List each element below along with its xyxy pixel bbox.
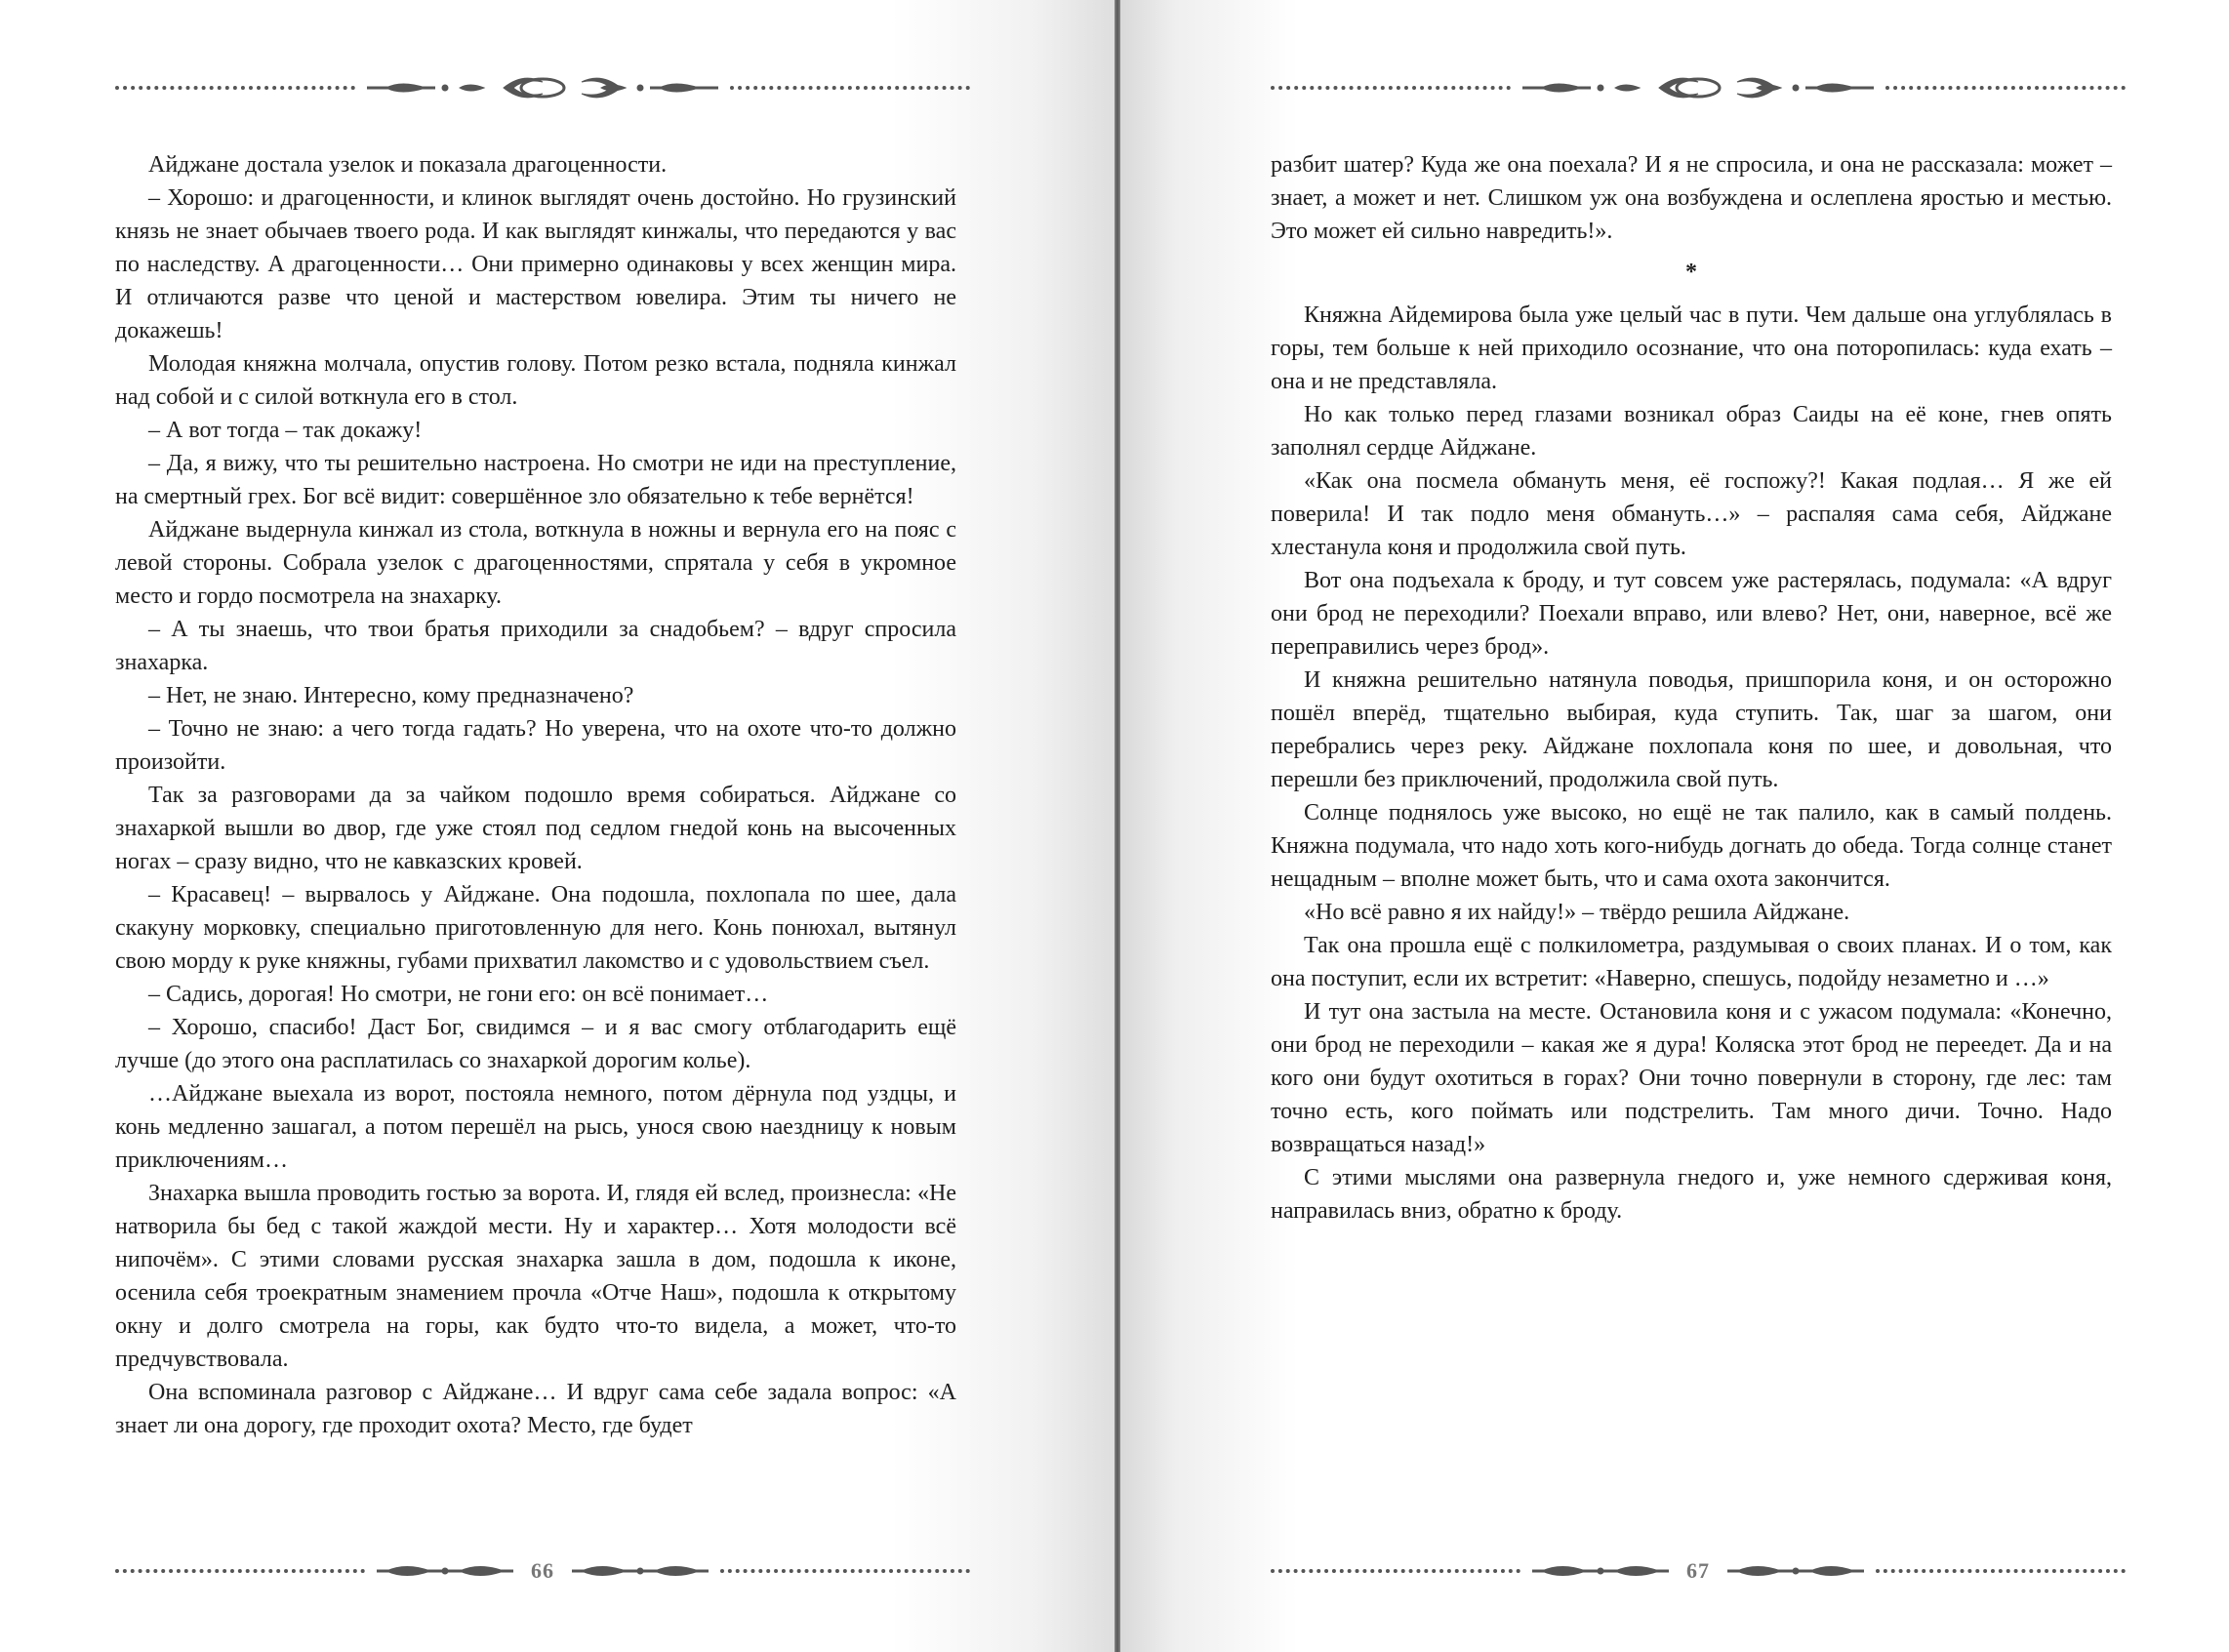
dotted-rule — [1885, 86, 2126, 90]
right-page-text — [1271, 148, 2112, 1228]
dotted-rule — [115, 86, 355, 90]
paragraph: Айджане выдернула кинжал из стола, воткнула в ножны и вернула его на пояс с левой стороны. Собрала узелок с драгоценностями, спрятала у себя в укромное место и гордо посмотрела на знахарку. — [115, 517, 956, 609]
paragraph-continuation: разбит шатер? Куда же она поехала? И я не спросила, и она не рассказала: может – знает, а может и нет. Слишком уж она возбуждена и ослеплена яростью и местью. Это может ей сильно навредить!». — [1271, 152, 2112, 244]
paragraph: Так за разговорами да за чайком подошло время собираться. Айджане со знахаркой вышли во двор, где уже стоял под седлом гнедой конь на высоченных ногах – сразу видно, что не кавказских кровей. — [115, 783, 956, 874]
footer-ornament-left — [115, 1553, 970, 1589]
paragraph: Знахарка вышла проводить гостью за ворота. И, глядя ей вслед, произнесла: «Не натворила бы бед с такой жаждой мести. Ну и характер… Хотя молодости всё нипочём». С этими словами русская знахарка зашла в дом, подошла к иконе, осенила себя троекратным знамением прочла «Отче Наш», подошла к открытому окну и долго смотрела на горы, как будто что-то видела, а может, что-то предчувствовала. — [115, 1181, 956, 1372]
dotted-rule — [720, 1569, 970, 1573]
flourish-ornament-icon — [1727, 1556, 1864, 1586]
header-ornament-right — [1271, 70, 2126, 105]
paragraph: Солнце поднялось уже высоко, но ещё не так палило, как в самый полдень. Княжна подумала, что надо хоть кого-нибудь догнать до обеда. Тогда солнце станет нещадным – вполне может быть, что и сама охота закончится. — [1271, 800, 2112, 892]
left-page — [0, 0, 1114, 1652]
paragraph: И тут она застыла на месте. Остановила коня и с ужасом подумала: «Конечно, они брод не переходили – какая же я дура! Коляска этот брод не переедет. Да и на кого они будут охотиться в горах? Они точно повернули в сторону, где лес: там точно есть, кого поймать или подстрелить. Там много дичи. Точно. Надо возвращаться назад!» — [1271, 999, 2112, 1157]
dotted-rule — [1271, 86, 1511, 90]
paragraph: – Точно не знаю: а чего тогда гадать? Но уверена, что на охоте что-то должно произойти. — [115, 716, 956, 775]
section-separator: * — [1685, 260, 1697, 285]
paragraph: Айджане достала узелок и показала драгоценности. — [148, 152, 668, 178]
header-ornament-left — [115, 70, 970, 105]
paragraph: Вот она подъехала к броду, и тут совсем уже растерялась, подумала: «А вдруг они брод не переходили? Поехали вправо, или влево? Нет, они, наверное, всё же переправились через брод». — [1271, 568, 2112, 660]
paragraph: – Садись, дорогая! Но смотри, не гони его: он всё понимает… — [148, 982, 769, 1007]
page-number: 66 — [531, 1558, 554, 1583]
paragraph: Княжна Айдемирова была уже целый час в пути. Чем дальше она углублялась в горы, тем больше к ней приходило осознание, что она поторопилась: куда ехать – она и не представляла. — [1271, 302, 2112, 394]
dotted-rule — [1876, 1569, 2126, 1573]
paragraph: Молодая княжна молчала, опустив голову. Потом резко встала, подняла кинжал над собой и с силой воткнула его в стол. — [115, 351, 956, 410]
page-number: 67 — [1686, 1558, 1710, 1583]
dotted-rule — [730, 86, 970, 90]
flourish-ornament-icon — [572, 1556, 709, 1586]
left-page-text — [115, 148, 956, 1442]
paragraph: Но как только перед глазами возникал образ Саиды на её коне, гнев опять заполнял сердце Айджане. — [1271, 402, 2112, 461]
paragraph: – Хорошо: и драгоценности, и клинок выглядят очень достойно. Но грузинский князь не знает обычаев твоего рода. И как выглядят кинжалы, что передаются у вас по наследству. А драгоценности… Они примерно одинаковы у всех женщин мира. И отличаются разве что ценой и мастерством ювелира. Этим ты ничего не докажешь! — [115, 185, 956, 343]
paragraph: – Да, я вижу, что ты решительно настроена. Но смотри не иди на преступление, на смертный грех. Бог всё видит: совершённое зло обязательно к тебе вернётся! — [115, 451, 956, 509]
flourish-ornament-icon — [377, 1556, 513, 1586]
paragraph: Так она прошла ещё с полкилометра, раздумывая о своих планах. И о том, как она поступит, если их встретит: «Наверно, спешусь, подойду незаметно и …» — [1271, 933, 2112, 991]
paragraph: – А ты знаешь, что твои братья приходили за снадобьем? – вдруг спросила знахарка. — [115, 617, 956, 675]
flourish-ornament-icon — [367, 70, 718, 105]
dotted-rule — [115, 1569, 365, 1573]
paragraph: Она вспоминала разговор с Айджане… И вдруг сама себе задала вопрос: «А знает ли она дорогу, где проходит охота? Место, где будет — [115, 1380, 956, 1438]
paragraph: – Хорошо, спасибо! Даст Бог, свидимся – и я вас смогу отблагодарить ещё лучше (до этого она расплатилась со знахаркой дорогим колье). — [115, 1015, 956, 1073]
flourish-ornament-icon — [1522, 70, 1874, 105]
paragraph: С этими мыслями она развернула гнедого и, уже немного сдерживая коня, направилась вниз, обратно к броду. — [1271, 1165, 2112, 1224]
paragraph: …Айджане выехала из ворот, постояла немного, потом дёрнула под уздцы, и конь медленно зашагал, а потом перешёл на рысь, унося свою наездницу к новым приключениям… — [115, 1081, 956, 1173]
footer-ornament-right — [1271, 1553, 2126, 1589]
dotted-rule — [1271, 1569, 1520, 1573]
paragraph: – Красавец! – вырвалось у Айджане. Она подошла, похлопала по шее, дала скакуну морковку, специально приготовленную для него. Конь понюхал, вытянул свою морду к руке княжны, губами прихватил лакомство и с удовольствием съел. — [115, 882, 956, 974]
paragraph: – А вот тогда – так докажу! — [148, 418, 423, 443]
flourish-ornament-icon — [1532, 1556, 1669, 1586]
paragraph: – Нет, не знаю. Интересно, кому предназначено? — [148, 683, 634, 708]
paragraph: «Как она посмела обмануть меня, её госпожу?! Какая подлая… Я же ей поверила! И так подло меня обмануть…» – распаляя сама себя, Айджане хлестанула коня и продолжила свой путь. — [1271, 468, 2112, 560]
paragraph: «Но всё равно я их найду!» – твёрдо решила Айджане. — [1304, 900, 1850, 925]
paragraph: И княжна решительно натянула поводья, пришпорила коня, и он осторожно пошёл вперёд, тщательно выбирая, куда ступить. Так, шаг за шагом, они перебрались через реку. Айджане похлопала коня по шее, и довольная, что перешли без приключений, продолжила свой путь. — [1271, 667, 2112, 792]
